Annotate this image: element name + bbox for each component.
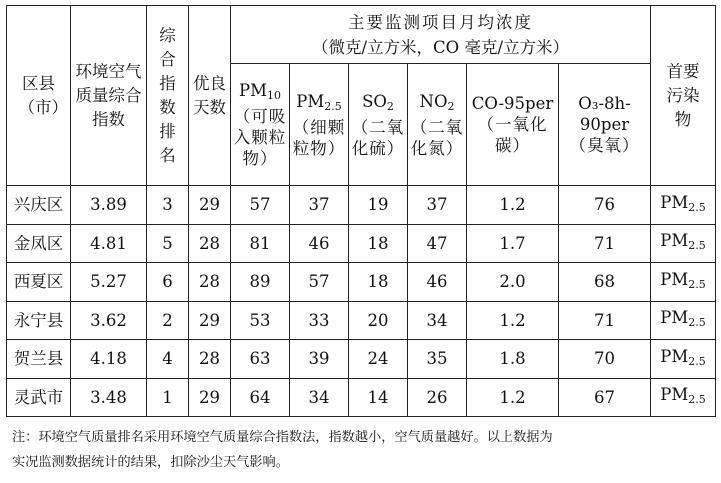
cell-co: 1.2 — [467, 378, 559, 417]
cell-pm10: 64 — [231, 378, 290, 417]
cell-rank: 6 — [147, 263, 189, 302]
cell-good-days: 29 — [189, 378, 231, 417]
cell-primary-pollutant: $PM_{2.5}$ — [651, 186, 716, 225]
header-district: 区县（市） — [7, 6, 71, 186]
cell-co: 1.2 — [467, 186, 559, 225]
cell-primary-pollutant: $PM_{2.5}$ — [651, 263, 716, 302]
cell-district: 金凤区 — [7, 224, 71, 263]
cell-rank: 3 — [147, 186, 189, 225]
cell-o3: 70 — [559, 340, 651, 379]
cell-co: 1.7 — [467, 224, 559, 263]
cell-pm10: 63 — [231, 340, 290, 379]
so2-name: （二氧化硫） — [351, 117, 405, 158]
footnote-line-1: 注：环境空气质量排名采用环境空气质量综合指数法，指数越小，空气质量越好。以上数据为 — [12, 430, 553, 445]
cell-pm25: 39 — [290, 340, 349, 379]
pm25-symbol: $PM_{2.5}$ — [296, 91, 342, 113]
header-pm10 — [231, 64, 290, 186]
cell-district: 兴庆区 — [7, 186, 71, 225]
cell-so2: 20 — [349, 301, 408, 340]
cell-o3: 68 — [559, 263, 651, 302]
o3-name: （臭氧） — [569, 136, 640, 155]
cell-no2: 26 — [408, 378, 467, 417]
cell-good-days: 28 — [189, 224, 231, 263]
cell-primary-pollutant: $PM_{2.5}$ — [651, 378, 716, 417]
cell-aqi-index: 5.27 — [71, 263, 147, 302]
table-footnote — [12, 425, 712, 475]
cell-primary-pollutant: $PM_{2.5}$ — [651, 340, 716, 379]
table-row — [7, 263, 716, 302]
cell-pm25: 37 — [290, 186, 349, 225]
table-body — [7, 186, 716, 417]
cell-district: 贺兰县 — [7, 340, 71, 379]
cell-aqi-index: 3.62 — [71, 301, 147, 340]
o3-symbol: O₃-8h-90per — [578, 94, 631, 134]
header-pm25 — [290, 64, 349, 186]
no2-name: （二氧化氮） — [410, 117, 464, 158]
air-quality-table-wrapper — [6, 5, 715, 417]
pm10-symbol: $PM_{10}$ — [239, 81, 281, 102]
cell-no2: 46 — [408, 263, 467, 302]
cell-no2: 35 — [408, 340, 467, 379]
cell-so2: 18 — [349, 263, 408, 302]
cell-district: 永宁县 — [7, 301, 71, 340]
header-aqi-index: 环境空气质量综合指数 — [71, 6, 147, 186]
cell-pm10: 81 — [231, 224, 290, 263]
cell-good-days: 29 — [189, 301, 231, 340]
cell-co: 2.0 — [467, 263, 559, 302]
cell-district: 灵武市 — [7, 378, 71, 417]
header-rank: 综合指数排名 — [147, 6, 189, 186]
cell-aqi-index: 3.89 — [71, 186, 147, 225]
cell-so2: 19 — [349, 186, 408, 225]
pm25-name: （细颗粒物） — [292, 117, 346, 158]
header-so2 — [349, 64, 408, 186]
header-no2 — [408, 64, 467, 186]
cell-o3: 67 — [559, 378, 651, 417]
cell-co: 1.8 — [467, 340, 559, 379]
header-primary-pollutant: 首要污染物 — [651, 6, 716, 186]
cell-primary-pollutant: $PM_{2.5}$ — [651, 224, 716, 263]
table-row — [7, 186, 716, 225]
no2-symbol: $NO_2$ — [419, 91, 455, 113]
group-title: 主要监测项目月均浓度 — [348, 12, 533, 32]
table-row — [7, 301, 716, 340]
cell-rank: 5 — [147, 224, 189, 263]
cell-aqi-index: 4.81 — [71, 224, 147, 263]
table-row — [7, 340, 716, 379]
cell-rank: 1 — [147, 378, 189, 417]
cell-good-days: 28 — [189, 263, 231, 302]
cell-so2: 24 — [349, 340, 408, 379]
footnote-line-2: 实况监测数据统计的结果，扣除沙尘天气影响。 — [12, 455, 289, 470]
cell-no2: 37 — [408, 186, 467, 225]
cell-pm10: 57 — [231, 186, 290, 225]
cell-rank: 4 — [147, 340, 189, 379]
cell-pm10: 53 — [231, 301, 290, 340]
cell-good-days: 29 — [189, 186, 231, 225]
cell-pm25: 34 — [290, 378, 349, 417]
cell-primary-pollutant: $PM_{2.5}$ — [651, 301, 716, 340]
cell-rank: 2 — [147, 301, 189, 340]
table-row — [7, 378, 716, 417]
cell-aqi-index: 3.48 — [71, 378, 147, 417]
pm10-name: （可吸入颗粒物） — [233, 107, 287, 168]
cell-pm25: 33 — [290, 301, 349, 340]
cell-so2: 18 — [349, 224, 408, 263]
cell-no2: 47 — [408, 224, 467, 263]
header-monitoring-group — [231, 6, 651, 64]
cell-o3: 71 — [559, 224, 651, 263]
cell-so2: 14 — [349, 378, 408, 417]
co-symbol: CO-95per — [471, 94, 554, 113]
group-unit: （微克/立方米，CO 毫克/立方米） — [312, 37, 570, 57]
co-name: （一氧化碳） — [477, 115, 548, 155]
cell-pm25: 57 — [290, 263, 349, 302]
cell-o3: 71 — [559, 301, 651, 340]
cell-aqi-index: 4.18 — [71, 340, 147, 379]
so2-symbol: $SO_2$ — [362, 91, 394, 113]
table-row — [7, 224, 716, 263]
cell-o3: 76 — [559, 186, 651, 225]
cell-good-days: 28 — [189, 340, 231, 379]
header-good-days: 优良天数 — [189, 6, 231, 186]
header-co — [467, 64, 559, 186]
cell-pm25: 46 — [290, 224, 349, 263]
air-quality-table — [6, 5, 716, 417]
cell-district: 西夏区 — [7, 263, 71, 302]
cell-co: 1.2 — [467, 301, 559, 340]
cell-no2: 34 — [408, 301, 467, 340]
header-o3 — [559, 64, 651, 186]
cell-pm10: 89 — [231, 263, 290, 302]
